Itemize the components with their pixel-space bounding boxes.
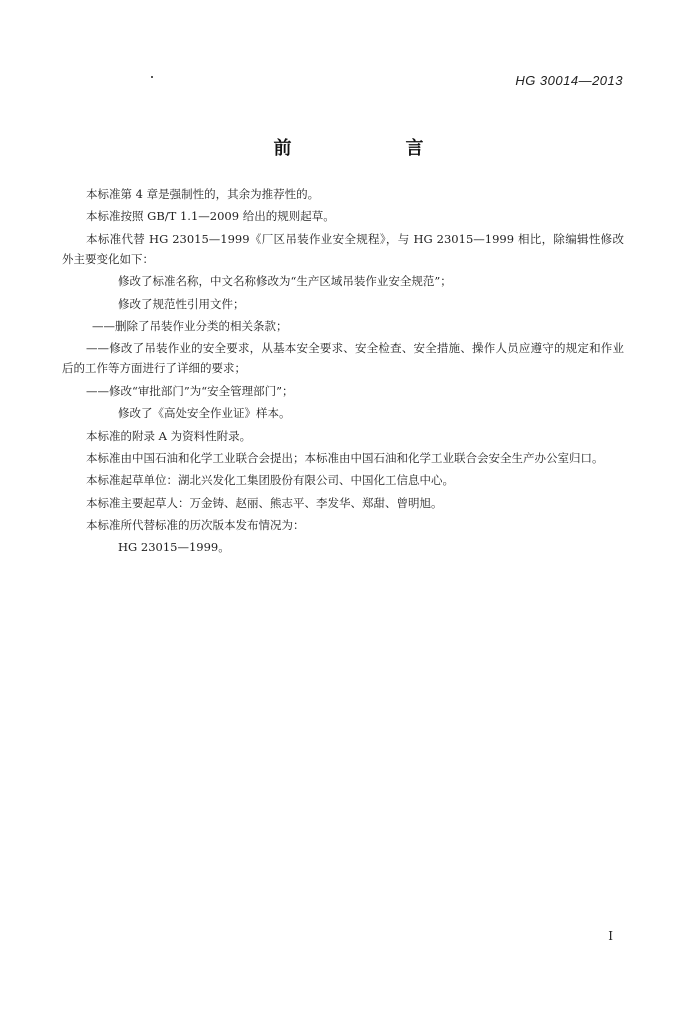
page-number: I [608,929,613,943]
change-item-name: 修改了标准名称，中文名称修改为“生产区域吊装作业安全规范”； [118,274,452,289]
paragraph-history: 本标准所代替标准的历次版本发布情况为： [86,518,305,533]
change-item-references: 修改了规范性引用文件； [118,296,245,311]
paragraph-replaces: 本标准代替 HG 23015—1999《厂区吊装作业安全规程》，与 HG 23015—1999 相比，除编辑性修改外主要变化如下： [62,231,624,266]
change-item-deleted: ——删除了吊装作业分类的相关条款； [92,318,288,333]
paragraph-appendix: 本标准的附录 A 为资料性附录。 [86,428,252,443]
change-item-requirements: ——修改了吊装作业的安全要求，从基本安全要求、安全检查、安全措施、操作人员应遵守的规定和作业后的工作等方面进行了详细的要求； [62,341,624,376]
standard-code: HG 30014—2013 [515,73,623,88]
scan-speck [151,76,153,78]
change-item-sample: 修改了《高处安全作业证》样本。 [118,406,291,421]
paragraph-drafting-units: 本标准起草单位：湖北兴发化工集团股份有限公司、中国化工信息中心。 [86,473,454,488]
page-title: 前 言 [273,138,472,159]
paragraph-drafting-rules: 本标准按照 GB/T 1.1—2009 给出的规则起草。 [86,209,335,224]
foreword-body [62,184,624,560]
paragraph-proposed-by: 本标准由中国石油和化学工业联合会提出；本标准由中国石油和化学工业联合会安全生产办公室归口。 [86,450,604,465]
change-item-department: ——修改“审批部门”为“安全管理部门”； [86,383,294,398]
paragraph-drafters: 本标准主要起草人：万金铸、赵丽、熊志平、李发华、郑甜、曾明旭。 [86,495,443,510]
paragraph-mandatory: 本标准第 4 章是强制性的，其余为推荐性的。 [86,187,320,201]
paragraph-history-item: HG 23015—1999。 [118,540,230,555]
